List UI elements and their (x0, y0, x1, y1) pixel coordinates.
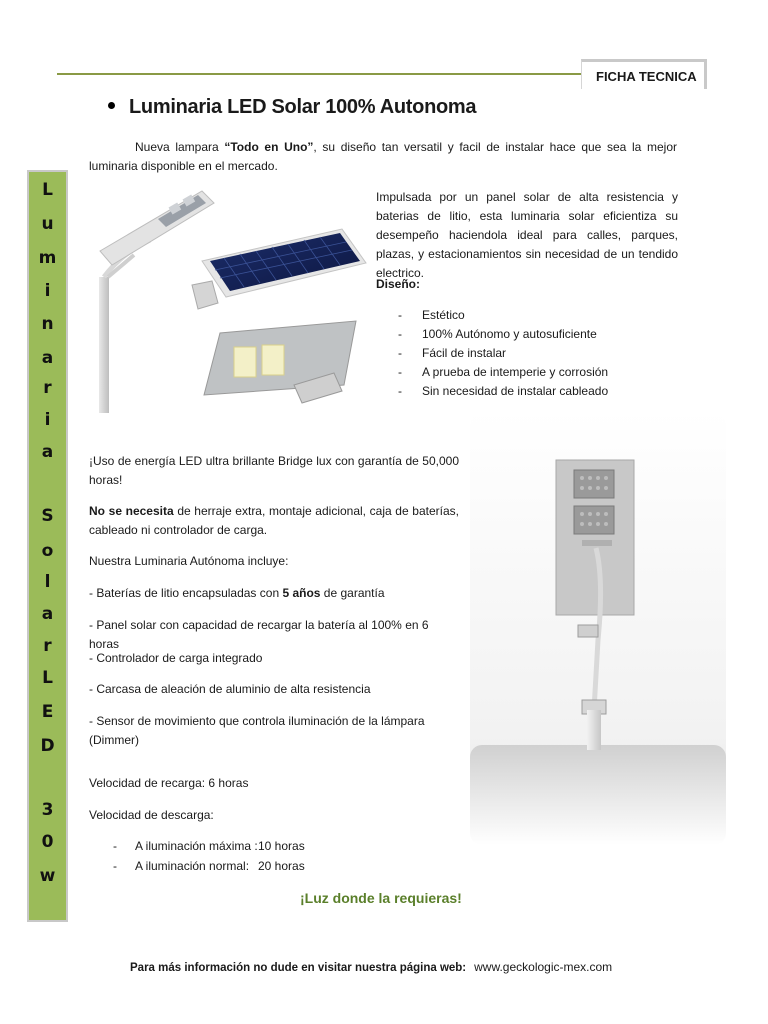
side-letter: L (42, 668, 53, 688)
diseno-list (398, 306, 608, 401)
intro-highlight: “Todo en Uno” (224, 140, 314, 154)
list-item: - Sin necesidad de instalar cableado (398, 384, 609, 398)
side-banner (27, 170, 68, 922)
descarga-item: - A iluminación máxima :10 horas (113, 839, 305, 853)
descarga-item: - A iluminación normal: 20 horas (113, 859, 305, 873)
incluye-text: Nuestra Luminaria Autónoma incluye: (89, 554, 289, 568)
descarga-text: Velocidad de descarga: (89, 808, 214, 822)
header-rule (57, 73, 581, 75)
recarga-text: Velocidad de recarga: 6 horas (89, 776, 249, 790)
side-letter: i (44, 281, 51, 301)
side-letter: a (41, 604, 54, 624)
side-letter: E (41, 702, 54, 722)
no-necesita-paragraph (89, 502, 459, 540)
side-letter: L (42, 180, 53, 200)
intro-paragraph (89, 138, 677, 176)
page-title-text: Luminaria LED Solar 100% Autonoma (129, 96, 477, 118)
ficha-tecnica-tab (581, 59, 707, 89)
product-image-streetlight (470, 410, 726, 845)
intro-text-end: , su diseño tan versatil y facil de instalar hace que sea la mejor luminaria disponible en el mercado. (89, 140, 677, 173)
side-letter: a (41, 348, 54, 368)
side-letter: D (40, 736, 55, 756)
footer-url-link[interactable]: www.geckologic-mex.com (474, 960, 613, 974)
product-image-lamp-panels (94, 185, 369, 413)
list-item: - Estético (398, 308, 465, 322)
footer (130, 960, 612, 974)
bullet-icon (108, 102, 115, 109)
side-letter: S (41, 506, 54, 526)
impulsa-paragraph: Impulsada por un panel solar de alta resistencia y baterias de litio, esta luminaria solar eficientiza su desempeño haciendola ideal para calles, parques, plazas, y estacionamientos sin necesidad de un tendido electrico. (376, 190, 678, 280)
ficha-tecnica-label: FICHA TECNICA (596, 69, 697, 84)
list-item: - Fácil de instalar (398, 346, 507, 360)
slogan: ¡Luz donde la requieras! (300, 890, 462, 906)
page-title (108, 96, 476, 119)
side-letter: i (44, 410, 51, 430)
side-letter: u (41, 214, 54, 234)
side-letter: m (38, 248, 57, 268)
feature-2: - Panel solar con capacidad de recargar la batería al 100% en 6 horas (89, 618, 429, 651)
feature-3: - Controlador de carga integrado (89, 651, 263, 665)
side-letter: r (43, 378, 52, 398)
side-letter: 3 (41, 800, 54, 820)
list-item: - A prueba de intemperie y corrosión (398, 365, 609, 379)
intro-text-start: Nueva lampara (135, 140, 225, 154)
footer-text: Para más información no dude en visitar nuestra página web: (130, 962, 467, 974)
side-letter: o (41, 541, 54, 561)
uso-paragraph: ¡Uso de energía LED ultra brillante Bridge lux con garantía de 50,000 horas! (89, 454, 459, 487)
side-letter: r (43, 636, 52, 656)
list-item: - 100% Autónomo y autosuficiente (398, 327, 597, 341)
side-letter: n (41, 314, 54, 334)
feature-1: - Baterías de litio encapsuladas con 5 años de garantía (89, 586, 385, 600)
diseno-heading: Diseño: (376, 277, 421, 291)
no-necesita-text: de herraje extra, montaje adicional, caja de baterías, cableado ni controlador de carga. (89, 504, 459, 537)
feature-5: - Sensor de movimiento que controla iluminación de la lámpara (Dimmer) (89, 714, 425, 747)
side-letter: l (44, 572, 51, 592)
side-letter: 0 (41, 832, 54, 852)
feature-4: - Carcasa de aleación de aluminio de alta resistencia (89, 682, 371, 696)
side-letter: a (41, 442, 54, 462)
no-necesita-bold: No se necesita (89, 504, 174, 518)
side-letter: w (39, 866, 56, 886)
